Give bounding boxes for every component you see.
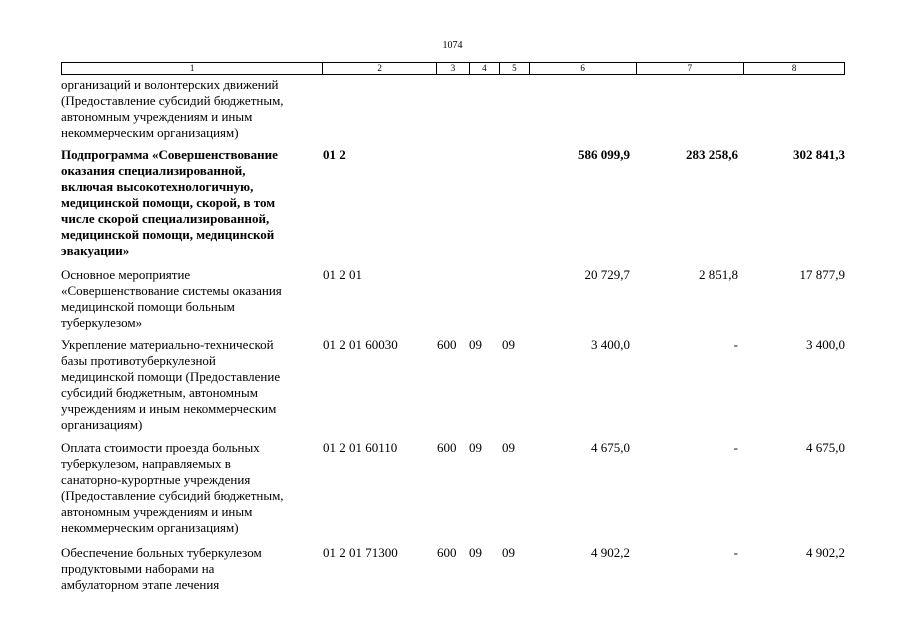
- row-col8-value: 3 400,0: [806, 337, 845, 352]
- row-col5-cell: 09: [502, 337, 515, 352]
- column-header-3: 3: [437, 63, 470, 74]
- row-name-cell: [61, 440, 323, 536]
- row-col3-cell: 600: [437, 337, 457, 352]
- row-col8-value: 17 877,9: [799, 267, 845, 282]
- row-name-line: числе скорой специализированной,: [61, 211, 270, 226]
- row-col7-value: 2 851,8: [699, 267, 738, 282]
- column-header-4: 4: [470, 63, 500, 74]
- row-col5-cell: 09: [502, 440, 515, 455]
- row-name-cell: [61, 545, 323, 593]
- row-name-line: «Совершенствование системы оказания: [61, 283, 282, 298]
- row-col5-cell: 09: [502, 545, 515, 560]
- row-col8-value: 302 841,3: [793, 147, 845, 162]
- row-code-cell: 01 2 01 60110: [323, 440, 398, 455]
- row-code-cell: 01 2 01 71300: [323, 545, 398, 560]
- row-col4-cell: 09: [469, 337, 482, 352]
- row-code-cell: 01 2: [323, 147, 346, 162]
- row-col7-value: -: [733, 440, 738, 455]
- row-name-line: (Предоставление субсидий бюджетным,: [61, 488, 284, 503]
- row-name-line: Основное мероприятие: [61, 267, 191, 282]
- row-name-line: продуктовыми наборами на: [61, 561, 215, 576]
- row-col8-value: 4 902,2: [806, 545, 845, 560]
- row-col6-value: 586 099,9: [578, 147, 630, 162]
- row-name-line: организаций и волонтерских движений: [61, 77, 279, 92]
- row-name-line: медицинской помощи, медицинской: [61, 227, 275, 242]
- row-col6-value: 4 902,2: [591, 545, 630, 560]
- column-header-5: 5: [500, 63, 530, 74]
- row-col4-cell: 09: [469, 440, 482, 455]
- column-header-8: 8: [791, 63, 797, 73]
- row-col6-value: 3 400,0: [591, 337, 630, 352]
- row-col4-cell: 09: [469, 545, 482, 560]
- row-name-cell: [61, 267, 323, 331]
- row-name-line: учреждениям и иным некоммерческим: [61, 401, 277, 416]
- row-name-line: Подпрограмма «Совершенствование: [61, 147, 278, 162]
- row-name-line: (Предоставление субсидий бюджетным,: [61, 93, 284, 108]
- row-col3-cell: 600: [437, 545, 457, 560]
- row-col7-value: 283 258,6: [686, 147, 738, 162]
- row-name-line: эвакуации»: [61, 243, 130, 258]
- row-name-line: некоммерческим организациям): [61, 520, 239, 535]
- row-code-cell: 01 2 01: [323, 267, 362, 282]
- row-col3-cell: 600: [437, 440, 457, 455]
- row-name-line: автономным учреждениям и иным: [61, 109, 253, 124]
- page-number: 1074: [442, 40, 463, 51]
- column-header-2: 2: [323, 63, 437, 74]
- row-name-line: организациям): [61, 417, 143, 432]
- table-header-row: [61, 62, 845, 75]
- row-name-line: базы противотуберкулезной: [61, 353, 216, 368]
- row-name-line: медицинской помощи больным: [61, 299, 235, 314]
- row-code-cell: 01 2 01 60030: [323, 337, 398, 352]
- row-col7-value: -: [733, 545, 738, 560]
- row-name-line: санаторно-курортные учреждения: [61, 472, 251, 487]
- row-name-line: субсидий бюджетным, автономным: [61, 385, 258, 400]
- row-name-line: Обеспечение больных туберкулезом: [61, 545, 262, 560]
- row-name-cell: [61, 77, 323, 141]
- row-name-line: Оплата стоимости проезда больных: [61, 440, 260, 455]
- row-name-cell: [61, 337, 323, 433]
- row-name-line: некоммерческим организациям): [61, 125, 239, 140]
- row-name-cell: [61, 147, 323, 259]
- row-col6-value: 20 729,7: [584, 267, 630, 282]
- column-header-7: 7: [637, 63, 745, 74]
- row-name-line: автономным учреждениям и иным: [61, 504, 253, 519]
- row-name-line: амбулаторном этапе лечения: [61, 577, 220, 592]
- row-name-line: туберкулезом»: [61, 315, 143, 330]
- row-name-line: туберкулезом, направляемых в: [61, 456, 231, 471]
- row-name-line: Укрепление материально-технической: [61, 337, 274, 352]
- row-col6-value: 4 675,0: [591, 440, 630, 455]
- row-name-line: медицинской помощи, скорой, в том: [61, 195, 276, 210]
- column-header-1: 1: [62, 63, 323, 74]
- row-name-line: включая высокотехнологичную,: [61, 179, 254, 194]
- column-header-6: 6: [530, 63, 637, 74]
- row-col7-value: -: [733, 337, 738, 352]
- row-name-line: медицинской помощи (Предоставление: [61, 369, 281, 384]
- row-col8-value: 4 675,0: [806, 440, 845, 455]
- row-name-line: оказания специализированной,: [61, 163, 246, 178]
